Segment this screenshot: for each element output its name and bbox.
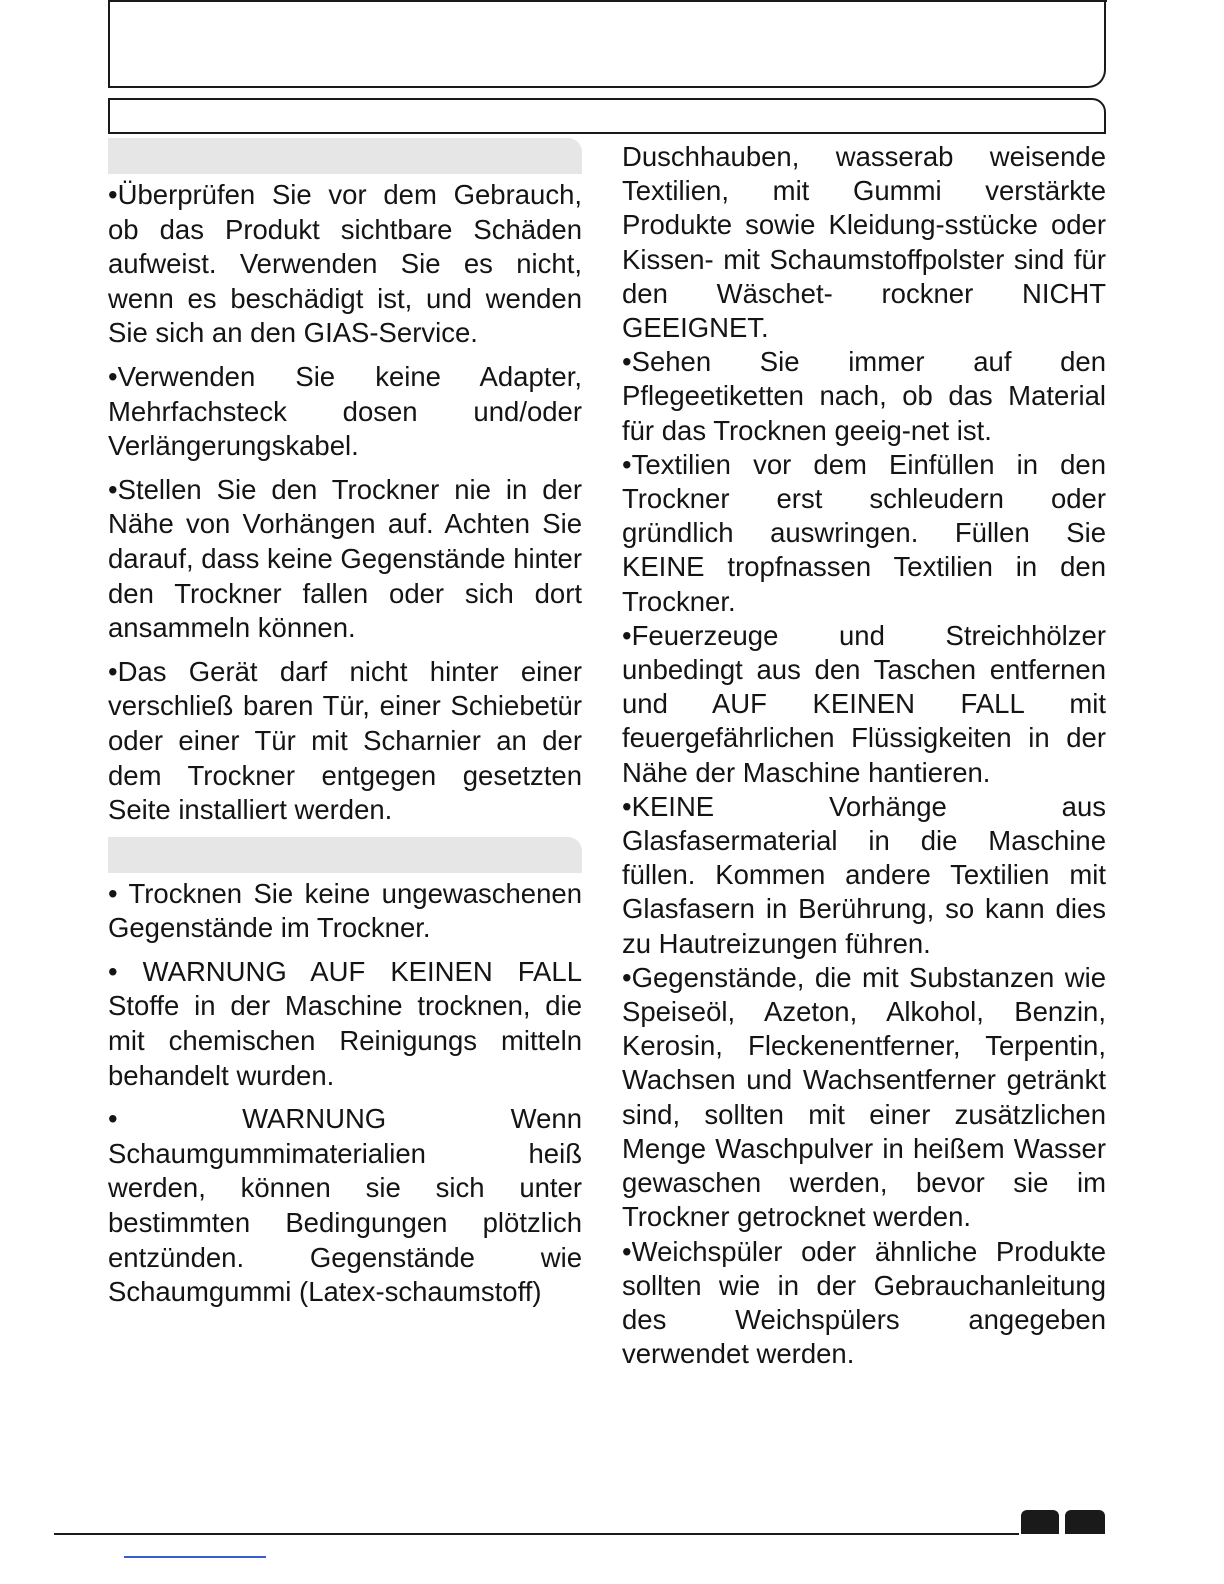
page-number-tab: [1065, 1510, 1105, 1534]
paragraph: •Textilien vor dem Einfüllen in den Trockner erst schleudern oder gründlich auswringen. Füllen Sie KEINE tropfnassen Textilien in den Trockner.: [622, 448, 1106, 617]
section-header-bar: [108, 837, 582, 873]
right-column: [622, 140, 1106, 1371]
page-number-tab: [1021, 1510, 1059, 1534]
header-title-box: [108, 0, 1106, 88]
footer-rule: [54, 1533, 1019, 1535]
paragraph: •Feuerzeuge und Streichhölzer unbedingt aus den Taschen entfernen und AUF KEINEN FALL mit feuergefährlichen Flüssigkeiten in der Nähe der Maschine hantieren.: [622, 619, 1106, 788]
paragraph: • WARNUNG Wenn Schaumgummimaterialien heiß werden, können sie sich unter bestimmten Bedingungen plötzlich entzünden. Gegenstände wie Schaumgummi (Latex-schaumstoff): [108, 1103, 582, 1308]
paragraph: •Sehen Sie immer auf den Pflegeetiketten nach, ob das Material für das Trocknen geeig-net ist.: [622, 346, 1106, 446]
paragraph: •Verwenden Sie keine Adapter, Mehrfachsteck dosen und/oder Verlängerungskabel.: [108, 360, 582, 462]
section-header-bar: [108, 138, 582, 174]
paragraph: • Trocknen Sie keine ungewaschenen Gegenstände im Trockner.: [108, 877, 582, 944]
paragraph: •Überprüfen Sie vor dem Gebrauch, ob das Produkt sichtbare Schäden aufweist. Verwenden Sie es nicht, wenn es beschädigt ist, und wenden Sie sich an den GIAS-Service.: [108, 179, 582, 349]
paragraph: • WARNUNG AUF KEINEN FALL Stoffe in der Maschine trocknen, die mit chemischen Reinigungs mitteln behandelt wurden.: [108, 955, 582, 1091]
paragraph: •KEINE Vorhänge aus Glasfasermaterial in die Maschine füllen. Kommen andere Textilien mit Glasfasern in Berührung, so kann dies zu Hautreizungen führen.: [622, 790, 1106, 959]
paragraph: •Gegenstände, die mit Substanzen wie Speiseöl, Azeton, Alkohol, Benzin, Kerosin, Fleckenentferner, Terpentin, Wachsen und Wachsentferner getränkt sind, sollten mit einer zusätzlichen Menge Waschpulver in heißem Wasser gewaschen werden, bevor sie im Trockner getrocknet werden.: [622, 961, 1106, 1233]
left-column: [108, 138, 582, 1319]
subheader-box: [108, 98, 1106, 134]
paragraph: •Das Gerät darf nicht hinter einer verschließ baren Tür, einer Schiebetür oder einer Tür mit Scharnier an der dem Trockner entgegen gesetzten Seite installiert werden.: [108, 655, 582, 826]
paragraph: •Weichspüler oder ähnliche Produkte sollten wie in der Gebrauchanleitung des Weichspülers angegeben verwendet werden.: [622, 1235, 1106, 1370]
paragraph: •Stellen Sie den Trockner nie in der Nähe von Vorhängen auf. Achten Sie darauf, dass keine Gegenstände hinter den Trockner fallen oder sich dort ansammeln können.: [108, 473, 582, 644]
paragraph: Duschhauben, wasserab weisende Textilien, mit Gummi verstärkte Produkte sowie Kleidung-sstücke oder Kissen- mit Schaumstoffpolster sind für den Wäschet- rockner NICHT GEEIGNET.: [622, 141, 1106, 344]
footer-link-underline[interactable]: [124, 1556, 266, 1558]
